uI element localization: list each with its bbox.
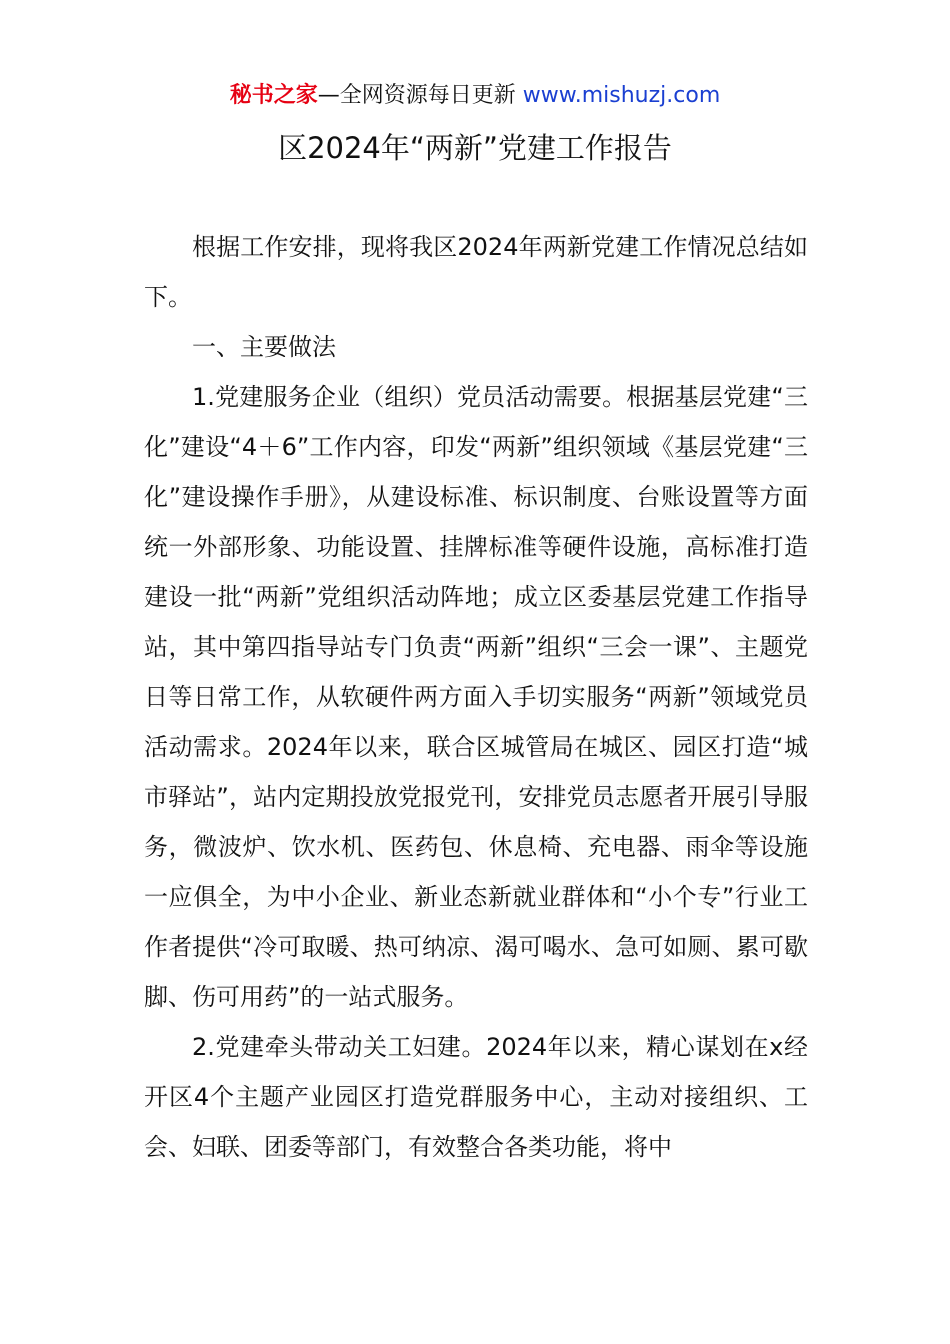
site-banner — [0, 80, 950, 112]
intro-paragraph: 根据工作安排，现将我区2024年两新党建工作情况总结如下。 — [144, 233, 808, 311]
document-body — [144, 222, 808, 1172]
site-url-link[interactable]: www.mishuzj.com — [522, 83, 721, 108]
document-title: 区2024年“两新”党建工作报告 — [278, 131, 672, 165]
body-paragraph: 1.党建服务企业（组织）党员活动需要。根据基层党建“三化”建设“4＋6”工作内容，印发“两新”组织领域《基层党建“三化”建设操作手册》，从建设标准、标识制度、台账设置等方面统一外部形象、功能设置、挂牌标准等硬件设施，高标准打造建设一批“两新”党组织活动阵地；成立区委基层党建工作指导站，其中第四指导站专门负责“两新”组织“三会一课”、主题党日等日常工作，从软硬件两方面入手切实服务“两新”领域党员活动需求。2024年以来，联合区城管局在城区、园区打造“城市驿站”，站内定期投放党报党刊，安排党员志愿者开展引导服务，微波炉、饮水机、医药包、休息椅、充电器、雨伞等设施一应俱全，为中小企业、新业态新就业群体和“小个专”行业工作者提供“冷可取暖、热可纳凉、渴可喝水、急可如厕、累可歇脚、伤可用药”的一站式服务。 — [144, 383, 808, 1011]
site-slogan: —全网资源每日更新 — [317, 83, 516, 108]
brand-name: 秘书之家 — [229, 83, 318, 108]
body-paragraph: 2.党建牵头带动关工妇建。2024年以来，精心谋划在x经开区4个主题产业园区打造党群服务中心，主动对接组织、工会、妇联、团委等部门，有效整合各类功能，将中 — [144, 1033, 808, 1161]
section-heading: 一、主要做法 — [192, 333, 336, 361]
